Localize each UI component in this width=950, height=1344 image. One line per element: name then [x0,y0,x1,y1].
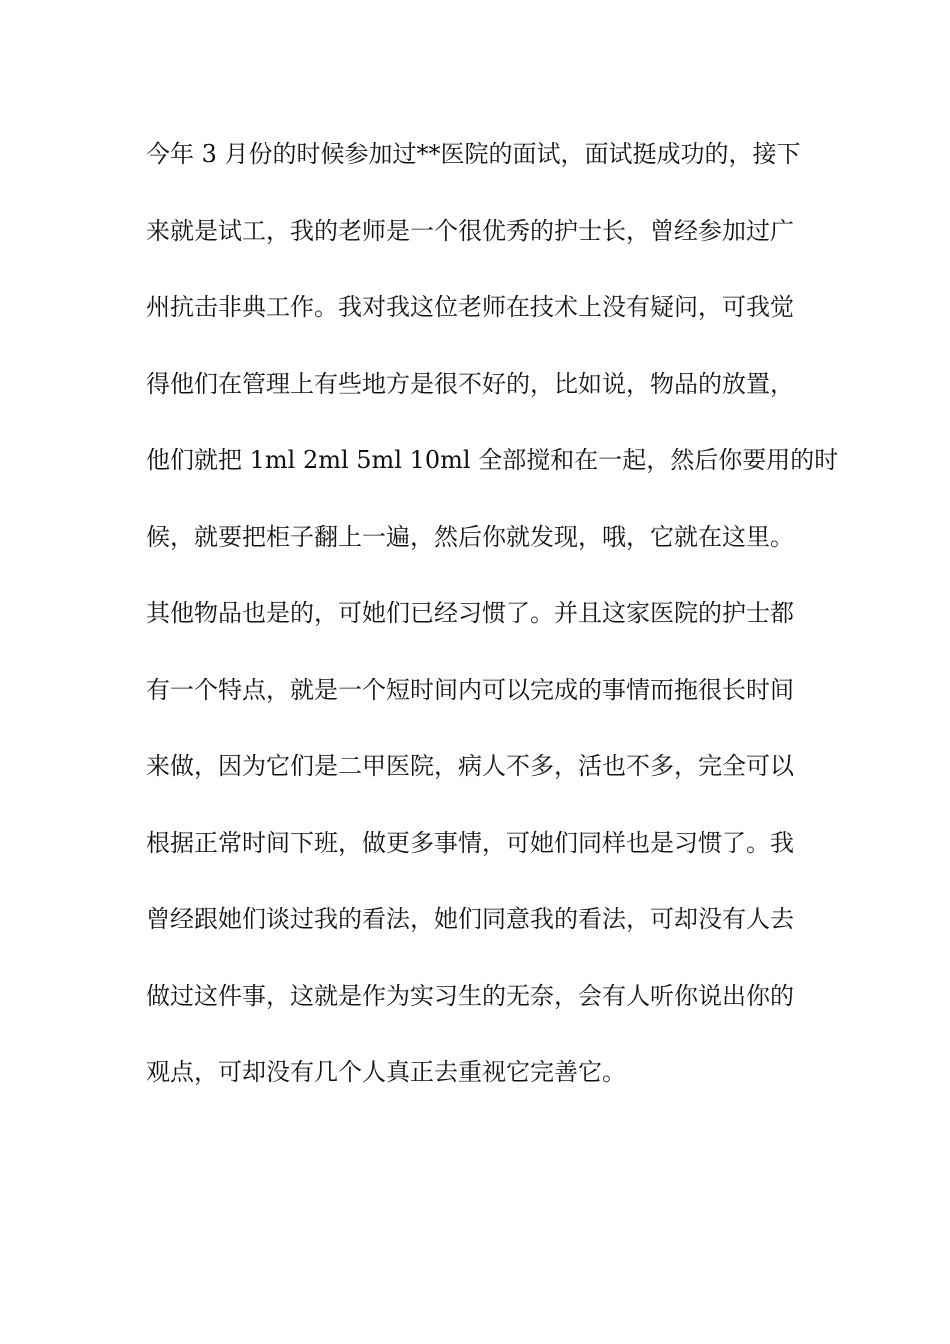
text-line: 来就是试工，我的老师是一个很优秀的护士长，曾经参加过广 [146,216,794,245]
text-line: 来做，因为它们是二甲医院，病人不多，活也不多，完全可以 [146,752,794,780]
text-line: 今年 3 月份的时候参加过**医院的面试，面试挺成功的，接下 [146,140,801,168]
text-line: 根据正常时间下班，做更多事情，可她们同样也是习惯了。我 [146,828,794,857]
text-line: 候，就要把柜子翻上一遍，然后你就发现，哦，它就在这里。 [146,522,794,551]
body-paragraph [146,130,839,1125]
text-line: 其他物品也是的，可她们已经习惯了。并且这家医院的护士都 [146,599,794,627]
text-line: 有一个特点，就是一个短时间内可以完成的事情而拖很长时间 [146,675,794,704]
text-line: 得他们在管理上有些地方是很不好的，比如说，物品的放置， [146,369,794,398]
text-line: 州抗击非典工作。我对我这位老师在技术上没有疑问，可我觉 [146,293,794,321]
text-line: 观点，可却没有几个人真正去重视它完善它。 [146,1058,626,1086]
text-line: 曾经跟她们谈过我的看法，她们同意我的看法，可却没有人去 [146,905,794,933]
text-line: 他们就把 1ml 2ml 5ml 10ml 全部搅和在一起，然后你要用的时 [146,446,839,474]
text-line: 做过这件事，这就是作为实习生的无奈，会有人听你说出你的 [146,981,794,1010]
